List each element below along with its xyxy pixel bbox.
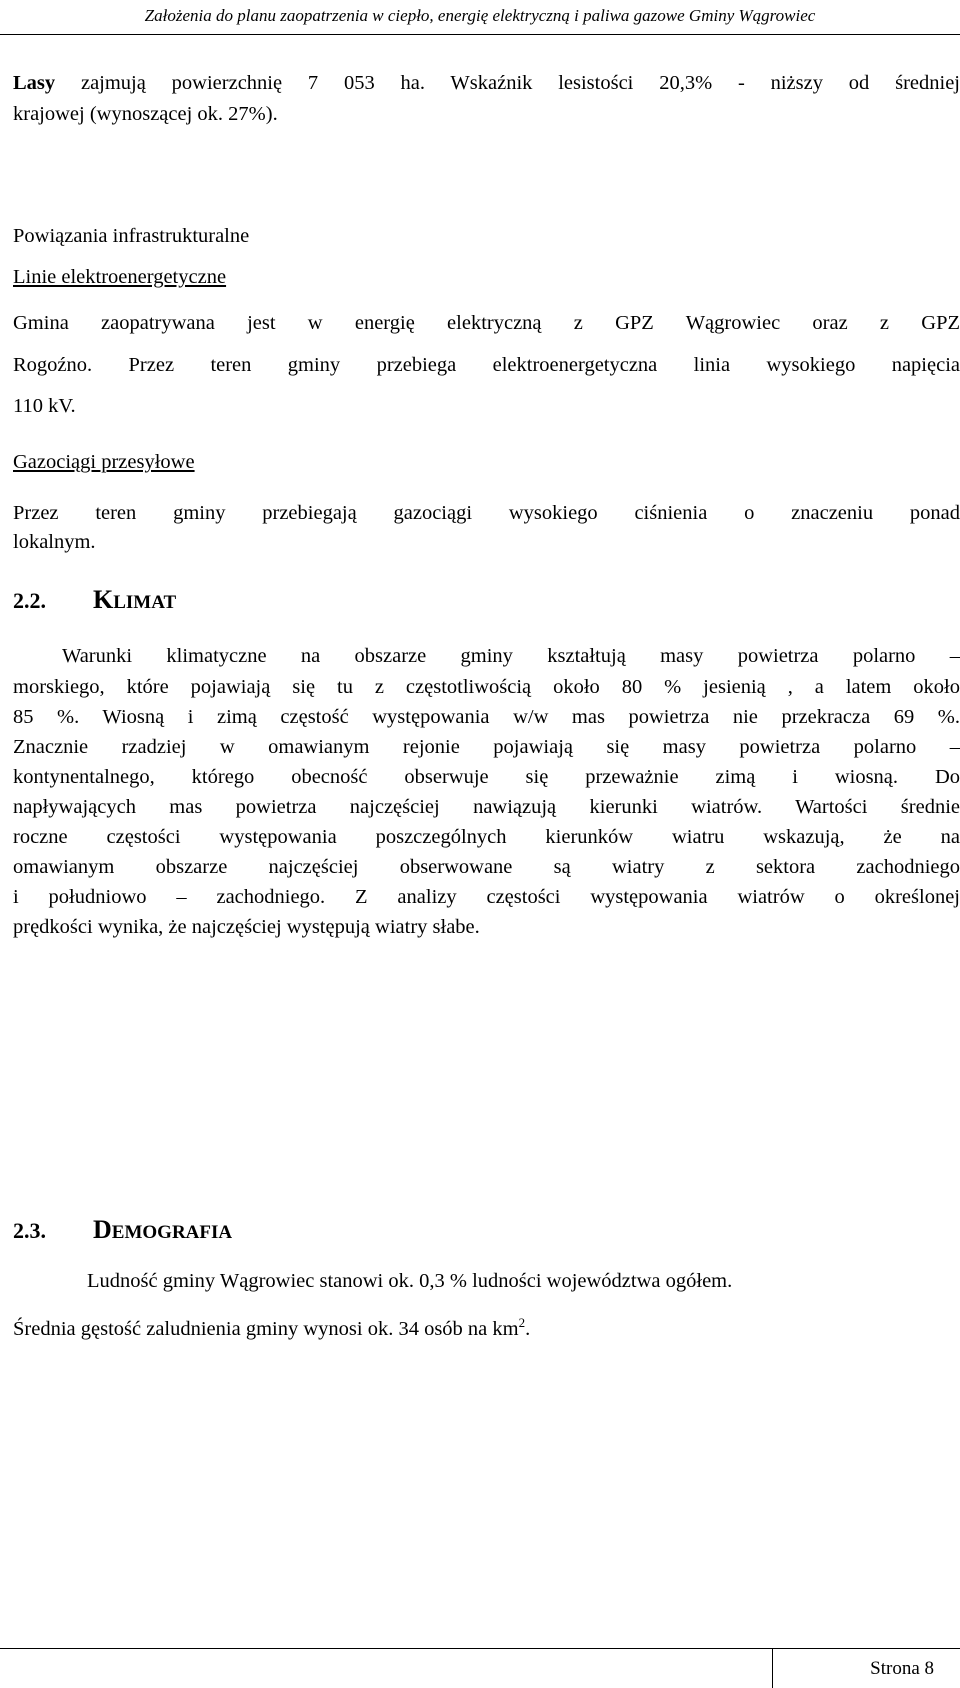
demography-title-initial: D <box>93 1215 112 1244</box>
demography-section-number: 2.3. <box>13 1218 46 1243</box>
climate-line: kontynentalnego, którego obecność obserwuje się przeważnie zimą i wiosną. Do <box>13 766 960 788</box>
climate-line: napływających mas powietrza najczęściej nawiązują kierunki wiatrów. Wartości średnie <box>13 796 960 818</box>
forests-line-1 <box>13 72 960 95</box>
power-lines-line-2: Rogoźno. Przez teren gminy przebiega elektroenergetyczna linia wysokiego napięcia <box>13 354 960 376</box>
climate-title-initial: K <box>93 585 114 614</box>
climate-line: prędkości wynika, że najczęściej występują wiatry słabe. <box>13 916 480 938</box>
demography-line-1: Ludność gminy Wągrowiec stanowi ok. 0,3 % ludności województwa ogółem. <box>87 1270 733 1292</box>
demography-line-2-end: . <box>525 1317 531 1340</box>
climate-line: omawianym obszarze najczęściej obserwowane są wiatry z sektora zachodniego <box>13 856 960 878</box>
climate-line: Znacznie rzadziej w omawianym rejonie pojawiają się masy powietrza polarno – <box>13 736 960 758</box>
climate-heading <box>13 585 176 615</box>
forests-line-1-text: zajmują powierzchnię 7 053 ha. Wskaźnik lesistości 20,3% - niższy od średniej <box>55 72 960 94</box>
header-title: Założenia do planu zaopatrzenia w ciepło, energię elektryczną i paliwa gazowe Gminy Wągrowiec <box>144 6 816 25</box>
power-lines-line-1: Gmina zaopatrywana jest w energię elektryczną z GPZ Wągrowiec oraz z GPZ <box>13 312 960 334</box>
climate-title-rest: LIMAT <box>113 592 177 613</box>
page-header <box>0 0 960 35</box>
power-lines-heading: Linie elektroenergetyczne <box>13 266 227 288</box>
demography-line-2 <box>13 1315 530 1341</box>
demography-heading <box>13 1215 232 1245</box>
forests-line-2: krajowej (wynoszącej ok. 27%). <box>13 103 278 125</box>
climate-line: i południowo – zachodniego. Z analizy częstości występowania wiatrów o określonej <box>13 886 960 908</box>
climate-line: morskiego, które pojawiają się tu z częstotliwością około 80 % jesienią , a latem około <box>13 676 960 698</box>
infrastructure-title: Powiązania infrastrukturalne <box>13 225 250 247</box>
demography-line-2-text: Średnia gęstość zaludnienia gminy wynosi ok. 34 osób na km <box>13 1317 519 1340</box>
power-lines-line-3: 110 kV. <box>13 395 76 417</box>
climate-line: roczne częstości występowania poszczególnych kierunków wiatru wskazują, że na <box>13 826 960 848</box>
climate-line: Warunki klimatyczne na obszarze gminy kształtują masy powietrza polarno – <box>62 645 960 667</box>
demography-title-rest: EMOGRAFIA <box>111 1222 233 1243</box>
climate-section-number: 2.2. <box>13 588 46 613</box>
gas-pipelines-heading: Gazociągi przesyłowe <box>13 451 195 473</box>
superscript-2: 2 <box>518 1315 526 1330</box>
page-number: Strona 8 <box>870 1658 934 1679</box>
gas-pipelines-line-2: lokalnym. <box>13 531 96 553</box>
gas-pipelines-line-1: Przez teren gminy przebiegają gazociągi wysokiego ciśnienia o znaczeniu ponad <box>13 502 960 524</box>
climate-line: 85 %. Wiosną i zimą częstość występowania w/w mas powietrza nie przekracza 69 %. <box>13 706 960 728</box>
forests-bold-word: Lasy <box>13 72 56 94</box>
